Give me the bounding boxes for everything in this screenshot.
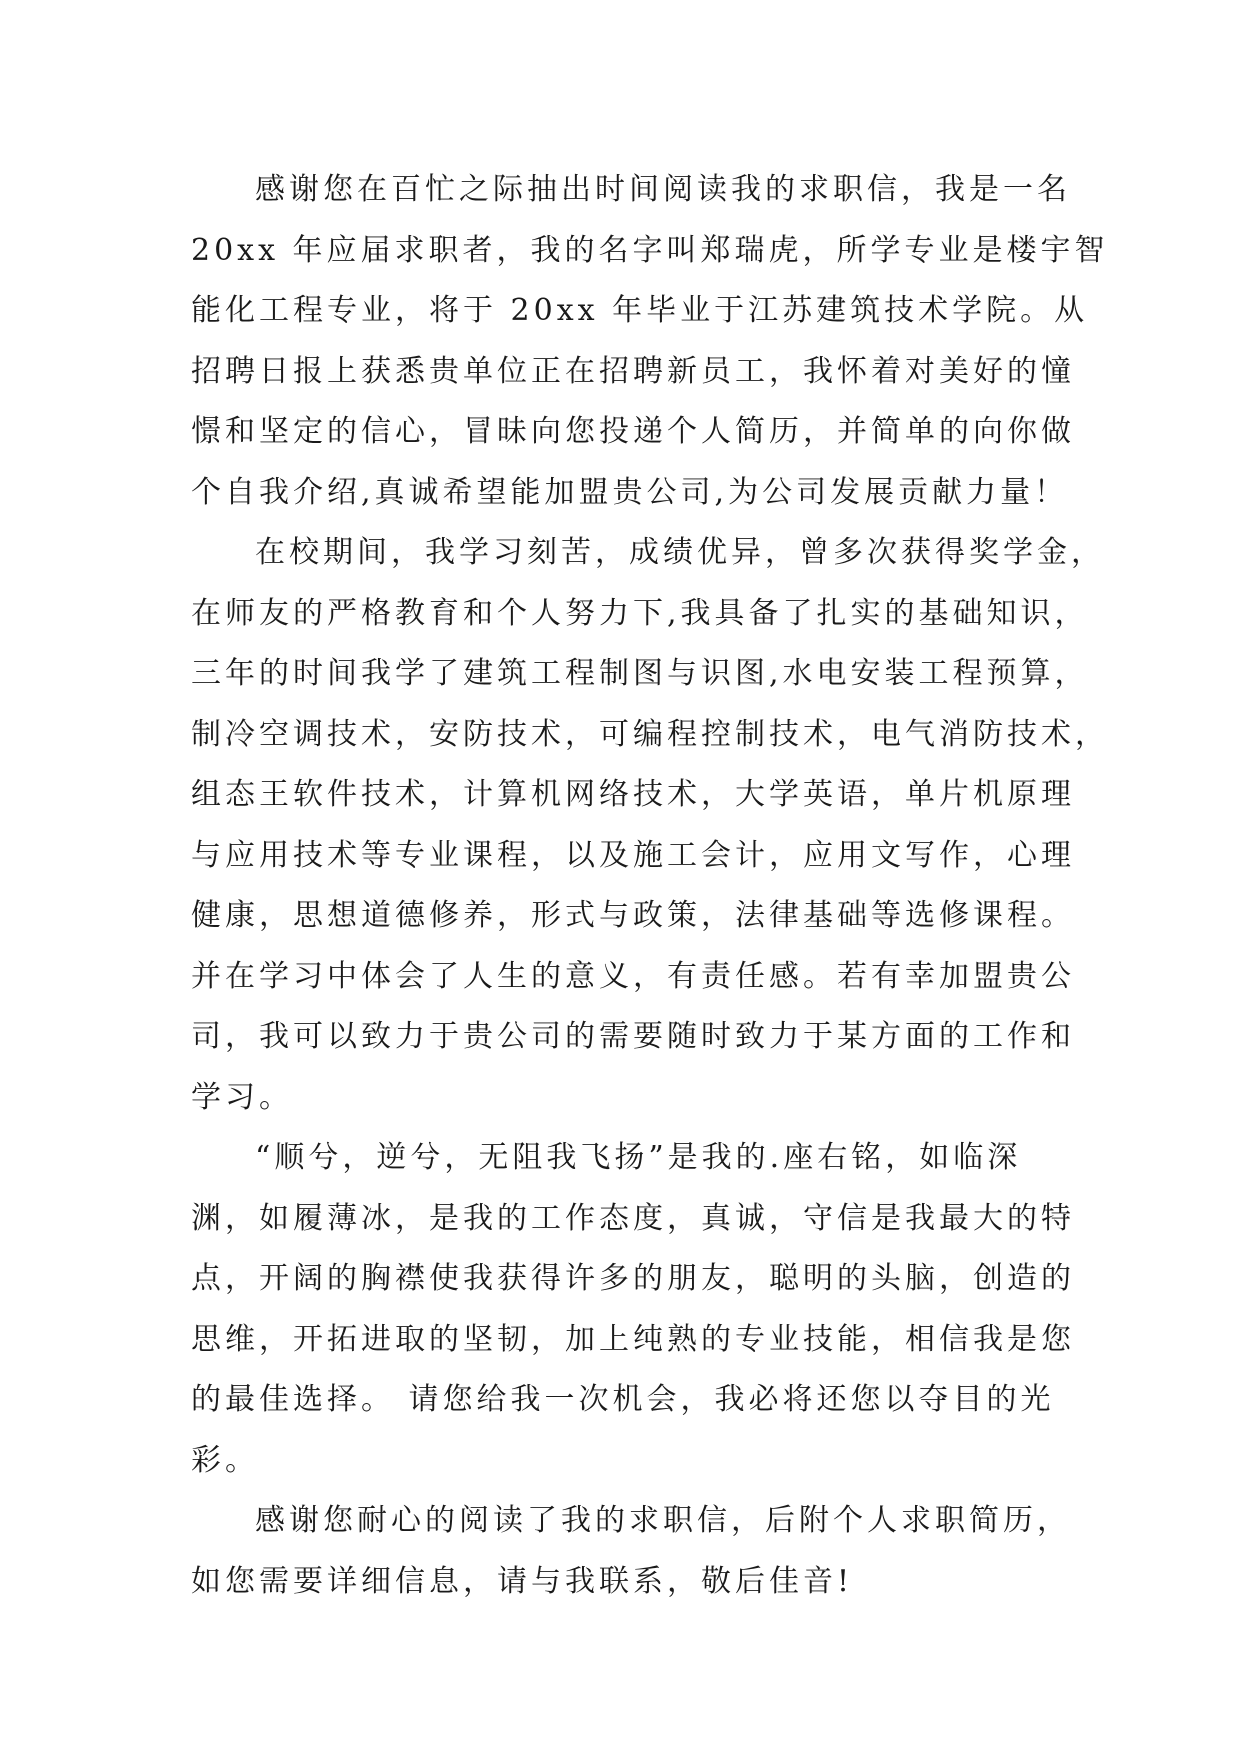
text-line: 憬和坚定的信心，冒昧向您投递个人简历，并简单的向你做 (191, 414, 1075, 449)
paragraph-education (191, 523, 1109, 1128)
text-line: 彩。 (191, 1442, 259, 1478)
text-line: 的最佳选择。 请您给我一次机会，我必将还您以夺目的光 (191, 1382, 1055, 1417)
text-line: 与应用技术等专业课程，以及施工会计，应用文写作，心理 (191, 837, 1075, 873)
text-line: 感谢您耐心的阅读了我的求职信，后附个人求职简历， (255, 1503, 1071, 1538)
text-line: 感谢您在百忙之际抽出时间阅读我的求职信，我是一名 (255, 172, 1071, 207)
paragraph-intro (191, 160, 1109, 523)
paragraph-closing (191, 1491, 1071, 1612)
text-line: 组态王软件技术，计算机网络技术，大学英语，单片机原理 (191, 777, 1075, 812)
text-line: 司，我可以致力于贵公司的需要随时致力于某方面的工作和 (191, 1019, 1075, 1054)
text-line: 三年的时间我学了建筑工程制图与识图,水电安装工程预算， (191, 656, 1089, 691)
text-line: 健康，思想道德修养，形式与政策，法律基础等选修课程。 (191, 898, 1075, 933)
text-line: 在师友的严格教育和个人努力下,我具备了扎实的基础知识， (191, 595, 1089, 631)
paragraph-character (191, 1128, 1075, 1491)
text-line: 在校期间，我学习刻苦，成绩优异，曾多次获得奖学金， (255, 535, 1105, 570)
text-line: 学习。 (191, 1079, 293, 1115)
text-line: “顺兮，逆兮，无阻我飞扬”是我的.座右铭，如临深 (255, 1140, 1022, 1175)
text-line: 能化工程专业，将于 20xx 年毕业于江苏建筑技术学院。从 (191, 293, 1089, 328)
text-line: 思维，开拓进取的坚韧，加上纯熟的专业技能，相信我是您 (191, 1321, 1075, 1357)
text-line: 并在学习中体会了人生的意义，有责任感。若有幸加盟贵公 (191, 958, 1075, 994)
text-line: 招聘日报上获悉贵单位正在招聘新员工，我怀着对美好的憧 (191, 353, 1075, 389)
text-line: 制冷空调技术，安防技术，可编程控制技术，电气消防技术， (191, 716, 1109, 752)
text-line: 20xx 年应届求职者，我的名字叫郑瑞虎，所学专业是楼宇智 (191, 232, 1109, 268)
text-line: 点，开阔的胸襟使我获得许多的朋友，聪明的头脑，创造的 (191, 1261, 1075, 1296)
text-line: 渊，如履薄冰，是我的工作态度，真诚，守信是我最大的特 (191, 1200, 1075, 1236)
text-line: 个自我介绍,真诚希望能加盟贵公司,为公司发展贡献力量！ (191, 474, 1069, 510)
cover-letter-body (191, 160, 1109, 1612)
text-line: 如您需要详细信息，请与我联系，敬后佳音! (191, 1563, 854, 1599)
